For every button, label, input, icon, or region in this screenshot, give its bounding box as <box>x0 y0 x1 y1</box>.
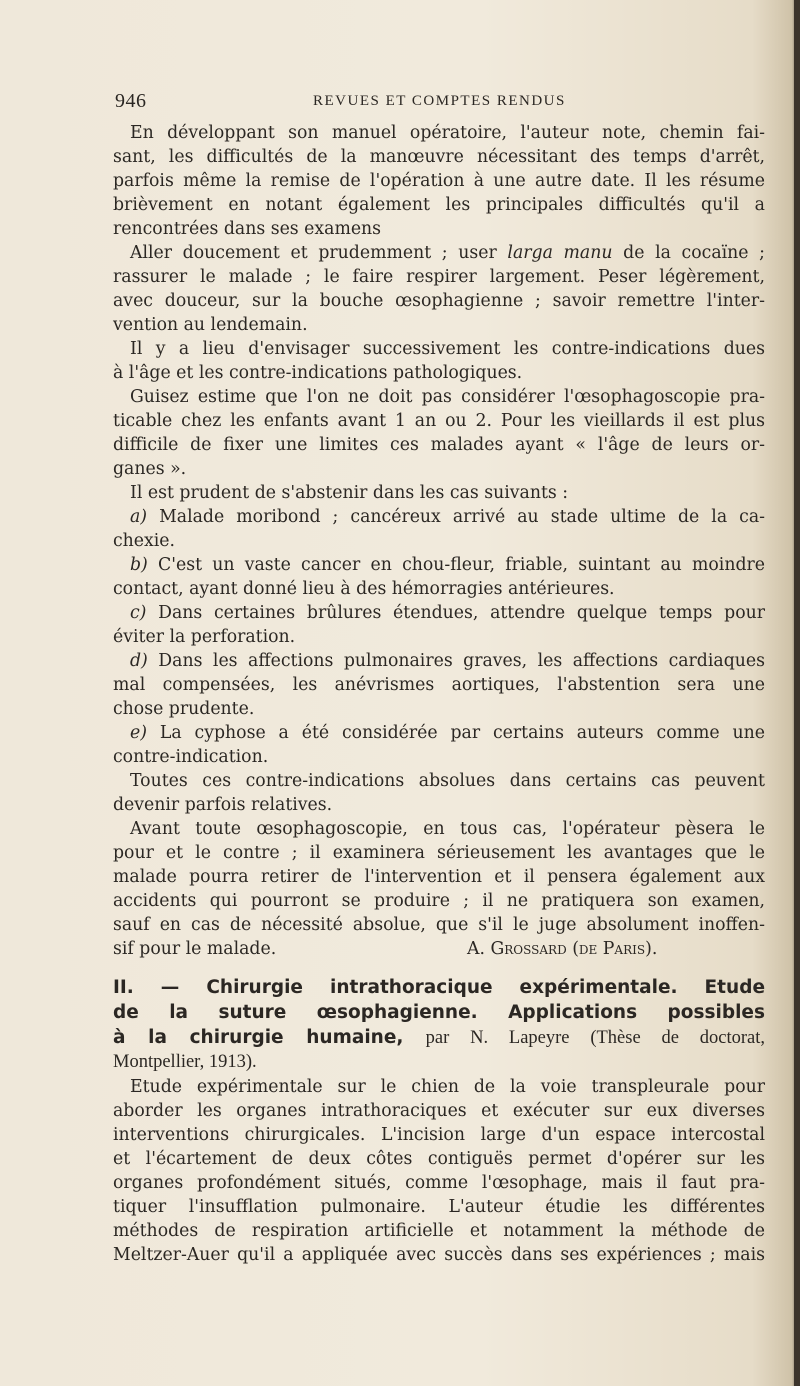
text-line <box>113 649 765 673</box>
list-marker: d) <box>130 651 148 671</box>
page-header <box>115 90 685 114</box>
page-text <box>113 121 765 1267</box>
list-marker: c) <box>130 603 147 623</box>
text-line: Meltzer-Auer qu'il a appliquée avec succès dans ses expériences ; mais <box>113 1245 765 1265</box>
heading-bold-part: à la chirurgie humaine, <box>113 1027 404 1048</box>
text-line: difficile de fixer une limites ces malades ayant « l'âge de leurs or- <box>113 435 765 455</box>
article-heading-line: II. — Chirurgie intrathoracique expérimentale. Etude <box>113 977 765 998</box>
text-line: Etude expérimentale sur le chien de la voie transpleurale pour <box>130 1077 765 1097</box>
text-line: Il est prudent de s'abstenir dans les cas suivants : <box>130 483 569 503</box>
text-line: Avant toute œsophagoscopie, en tous cas, l'opérateur pèsera le <box>130 819 765 839</box>
text-line: à l'âge et les contre-indications pathologiques. <box>113 363 523 383</box>
text-line: Toutes ces contre-indications absolues dans certains cas peuvent <box>130 771 765 791</box>
review-signature: A. Grossard (de Paris). <box>467 939 658 959</box>
text-line: rassurer le malade ; le faire respirer largement. Peser légèrement, <box>113 267 765 287</box>
article-heading-line: de la suture œsophagienne. Applications possibles <box>113 1002 765 1023</box>
text-line: ticable chez les enfants avant 1 an ou 2. Pour les vieillards il est plus <box>113 411 765 431</box>
text-line: pour et le contre ; il examinera sérieusement les avantages que le <box>113 843 765 863</box>
text-line: En développant son manuel opératoire, l'auteur note, chemin fai- <box>130 123 765 143</box>
text-span: C'est un vaste cancer en chou-fleur, friable, suintant au moindre <box>158 555 766 575</box>
text-line: chexie. <box>113 531 176 551</box>
page-edge-shadow <box>794 0 800 1386</box>
page-number: 946 <box>115 90 147 112</box>
text-line: sauf en cas de nécessité absolue, que s'il le juge absolument inoffen- <box>113 915 765 935</box>
text-line: Il y a lieu d'envisager successivement les contre-indications dues <box>130 339 765 359</box>
heading-citation: par N. Lapeyre (Thèse de doctorat, <box>425 1028 765 1048</box>
text-line: Guisez estime que l'on ne doit pas considérer l'œsophagoscopie pra- <box>130 387 765 407</box>
latin-phrase: larga manu <box>507 243 613 263</box>
text-span: Dans les affections pulmonaires graves, les affections cardiaques <box>158 651 765 671</box>
text-span: Malade moribond ; cancéreux arrivé au stade ultime de la ca- <box>159 507 766 527</box>
text-line: brièvement en notant également les principales difficultés qu'il a <box>113 195 765 215</box>
list-marker: a) <box>130 507 148 527</box>
text-line: ganes ». <box>113 459 187 479</box>
text-span: Dans certaines brûlures étendues, attendre quelque temps pour <box>158 603 765 623</box>
text-line: contact, ayant donné lieu à des hémorragies antérieures. <box>113 579 615 599</box>
text-line <box>113 553 765 577</box>
text-line: sant, les difficultés de la manœuvre nécessitant des temps d'arrêt, <box>113 147 765 167</box>
text-span: Aller doucement et prudemment ; user <box>130 243 497 263</box>
text-span: sif pour le malade. <box>113 939 277 959</box>
running-title: REVUES ET COMPTES RENDUS <box>313 93 566 109</box>
text-line: chose prudente. <box>113 699 255 719</box>
text-span: La cyphose a été considérée par certains auteurs comme une <box>159 723 765 743</box>
text-line <box>113 505 765 529</box>
text-line: vention au lendemain. <box>113 315 308 335</box>
text-line: mal compensées, les anévrismes aortiques, l'abstention sera une <box>113 675 765 695</box>
text-line: rencontrées dans ses examens <box>113 219 382 239</box>
article-heading-line: Montpellier, 1913). <box>113 1052 257 1072</box>
text-line: accidents qui pourront se produire ; il ne pratiquera son examen, <box>113 891 765 911</box>
text-line: malade pourra retirer de l'intervention et il pensera également aux <box>113 867 765 887</box>
text-line: devenir parfois relatives. <box>113 795 333 815</box>
list-marker: b) <box>130 555 148 575</box>
section-gap <box>113 961 765 975</box>
text-line: interventions chirurgicales. L'incision large d'un espace intercostal <box>113 1125 765 1145</box>
text-line: avec douceur, sur la bouche œsophagienne ; savoir remettre l'inter- <box>113 291 765 311</box>
text-line <box>113 937 765 961</box>
text-line <box>113 721 765 745</box>
text-line: tiquer l'insufflation pulmonaire. L'auteur étudie les différentes <box>113 1197 765 1217</box>
text-line: contre-indication. <box>113 747 269 767</box>
text-line: et l'écartement de deux côtes contiguës permet d'opérer sur les <box>113 1149 765 1169</box>
text-line: aborder les organes intrathoraciques et exécuter sur eux diverses <box>113 1101 765 1121</box>
list-marker: e) <box>130 723 147 743</box>
text-line: parfois même la remise de l'opération à une autre date. Il les résume <box>113 171 765 191</box>
text-span: de la cocaïne ; <box>623 243 765 263</box>
text-line: éviter la perforation. <box>113 627 296 647</box>
article-heading-line <box>113 1025 765 1050</box>
text-line: organes profondément situés, comme l'œsophage, mais il faut pra- <box>113 1173 765 1193</box>
text-line: méthodes de respiration artificielle et notamment la méthode de <box>113 1221 765 1241</box>
text-line <box>113 601 765 625</box>
text-line <box>113 241 765 265</box>
